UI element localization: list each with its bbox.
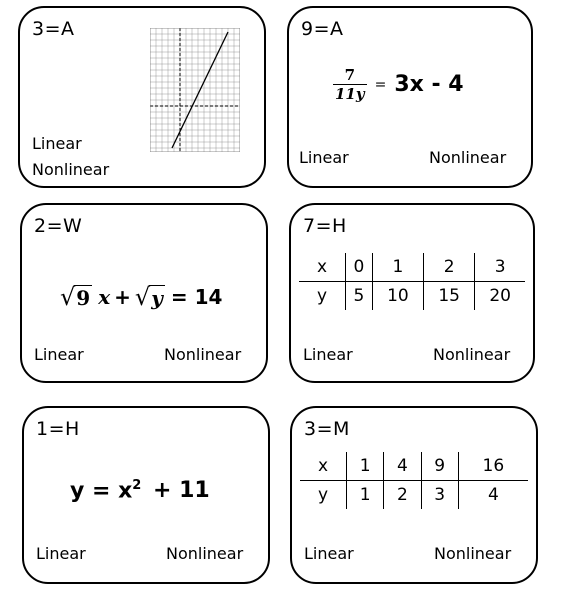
y-label: y [316, 286, 328, 306]
card-code: 1=H [36, 418, 80, 440]
exponent: 2 [132, 478, 142, 493]
card-code: 3=A [32, 18, 75, 40]
equation-lhs: y = x [70, 478, 133, 504]
x-value: 9 [421, 452, 458, 481]
equals-sign: = [374, 76, 387, 93]
y-value: 5 [346, 282, 373, 311]
card-7h [289, 203, 535, 383]
y-value: 1 [347, 481, 384, 510]
card-code: 7=H [303, 215, 347, 237]
option-nonlinear[interactable]: Nonlinear [166, 544, 244, 563]
equation [70, 478, 210, 503]
y-value: 10 [372, 282, 423, 311]
y-label: y [317, 485, 329, 505]
x-value: 16 [458, 452, 528, 481]
option-linear[interactable]: Linear [36, 544, 86, 563]
xy-table [300, 452, 528, 509]
x-value: 1 [372, 253, 423, 282]
fraction [333, 66, 367, 103]
equation-rhs: 3x - 4 [394, 72, 464, 97]
option-linear[interactable]: Linear [299, 148, 349, 167]
y-value: 3 [421, 481, 458, 510]
plus-sign: + [114, 285, 131, 309]
option-nonlinear[interactable]: Nonlinear [434, 544, 512, 563]
x-value: 1 [347, 452, 384, 481]
card-9a [287, 6, 533, 188]
graph-image [150, 28, 240, 152]
card-1h [22, 406, 270, 584]
x-label: x [299, 253, 346, 282]
option-linear[interactable]: Linear [304, 544, 354, 563]
card-code: 2=W [34, 215, 83, 237]
option-linear[interactable]: Linear [32, 134, 82, 153]
y-value: 2 [384, 481, 421, 510]
equation [333, 66, 464, 103]
fraction-denominator: 11y [335, 85, 365, 103]
x-value: 2 [424, 253, 475, 282]
radicand-a: 9 [76, 285, 91, 310]
equation-rhs: + 11 [153, 478, 210, 504]
option-nonlinear[interactable]: Nonlinear [429, 148, 507, 167]
x-value: 3 [475, 253, 525, 282]
card-code: 9=A [301, 18, 344, 40]
option-nonlinear[interactable]: Nonlinear [164, 345, 242, 364]
card-3a [18, 6, 266, 188]
variable-x: x [98, 285, 111, 309]
equation-rhs: = 14 [170, 285, 223, 309]
card-2w [20, 203, 268, 383]
x-value: 0 [346, 253, 373, 282]
card-code: 3=M [304, 418, 350, 440]
x-value: 4 [384, 452, 421, 481]
option-linear[interactable]: Linear [34, 345, 84, 364]
fraction-numerator: 7 [344, 66, 356, 84]
x-label: x [300, 452, 347, 481]
option-nonlinear[interactable]: Nonlinear [32, 160, 110, 179]
option-linear[interactable]: Linear [303, 345, 353, 364]
card-3m [290, 406, 538, 584]
y-value: 15 [424, 282, 475, 311]
option-nonlinear[interactable]: Nonlinear [433, 345, 511, 364]
xy-table [299, 253, 525, 310]
radicand-y: y [151, 285, 163, 310]
y-value: 20 [475, 282, 525, 311]
y-value: 4 [458, 481, 528, 510]
equation: √ 9 x + √ y = 14 [60, 283, 223, 311]
